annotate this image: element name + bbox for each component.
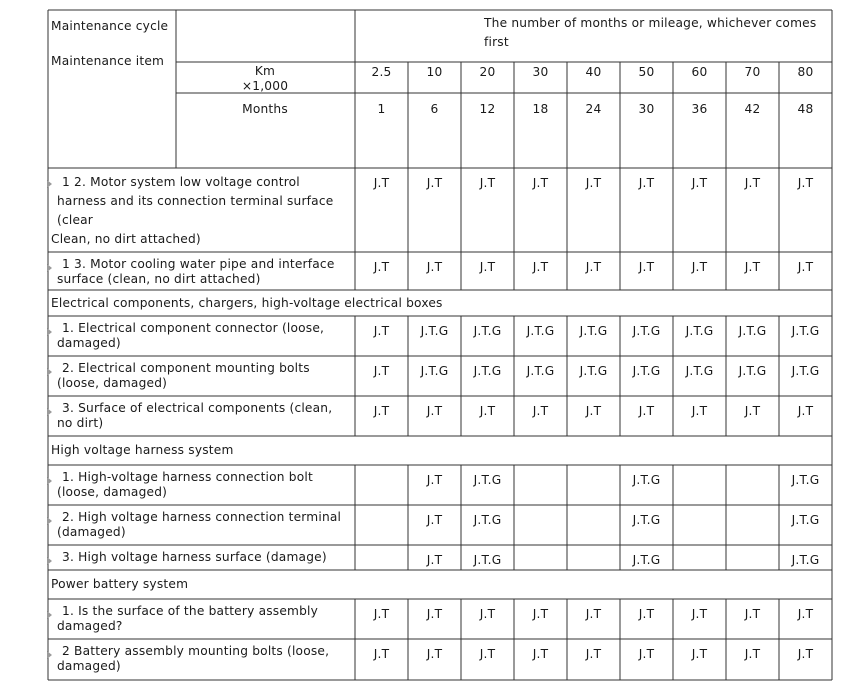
schedule-cell: J.T.G: [685, 364, 714, 378]
schedule-cell: J.T.G: [632, 364, 661, 378]
schedule-cell: J.T.G: [738, 324, 767, 338]
schedule-cell: J.T: [532, 404, 549, 418]
schedule-cell: J.T.G: [791, 473, 820, 487]
schedule-cell: J.T: [426, 473, 443, 487]
schedule-cell: J.T: [532, 647, 549, 661]
row-marker-icon: [47, 264, 52, 272]
schedule-cell: J.T: [744, 176, 761, 190]
item-label-line: (loose, damaged): [57, 376, 168, 390]
row-marker-icon: [47, 611, 52, 619]
km-label: [175, 64, 355, 94]
item-label-line: harness and its connection terminal surface: [57, 194, 334, 208]
km-value: 50: [638, 65, 655, 79]
row-marker-icon: [47, 477, 52, 485]
schedule-cell: J.T: [638, 607, 655, 621]
schedule-cell: J.T.G: [420, 324, 449, 338]
row-marker-icon: [47, 408, 52, 416]
schedule-cell: J.T.G: [685, 324, 714, 338]
schedule-cell: J.T: [797, 404, 814, 418]
item-label-line: damaged?: [57, 619, 123, 633]
schedule-cell: J.T: [426, 513, 443, 527]
schedule-cell: J.T.G: [526, 364, 555, 378]
item-label-line: (damaged): [57, 525, 126, 539]
section-header: Power battery system: [51, 577, 189, 591]
schedule-cell: J.T: [373, 607, 390, 621]
schedule-cell: J.T.G: [738, 364, 767, 378]
month-value: 36: [691, 102, 708, 116]
item-label-line: (clear: [57, 213, 94, 227]
item-label-line: surface (clean, no dirt attached): [57, 272, 261, 286]
schedule-cell: J.T: [691, 607, 708, 621]
schedule-cell: J.T: [797, 176, 814, 190]
month-value: 48: [797, 102, 814, 116]
schedule-cell: J.T: [479, 607, 496, 621]
months-or-mileage-header: The number of months or mileage, whichever comes first: [484, 16, 817, 49]
schedule-cell: J.T: [638, 176, 655, 190]
schedule-cell: J.T.G: [579, 324, 608, 338]
schedule-cell: J.T: [638, 260, 655, 274]
schedule-cell: J.T.G: [791, 513, 820, 527]
schedule-cell: J.T: [479, 404, 496, 418]
month-value: 1: [377, 102, 386, 116]
schedule-cell: J.T: [373, 176, 390, 190]
schedule-cell: J.T: [691, 647, 708, 661]
km-label-line1: Km: [254, 64, 276, 78]
row-marker-icon: [47, 180, 52, 188]
month-value: 6: [430, 102, 439, 116]
schedule-cell: J.T: [797, 647, 814, 661]
schedule-cell: J.T: [585, 647, 602, 661]
schedule-cell: J.T.G: [579, 364, 608, 378]
km-value: 10: [426, 65, 443, 79]
item-label-line: 3. High voltage harness surface (damage): [62, 550, 327, 564]
schedule-cell: J.T: [532, 176, 549, 190]
item-label-line: 2. High voltage harness connection terminal: [62, 510, 342, 524]
km-value: 60: [691, 65, 708, 79]
schedule-cell: J.T: [744, 607, 761, 621]
section-header: Electrical components, chargers, high-voltage electrical boxes: [51, 296, 443, 310]
schedule-cell: J.T: [585, 607, 602, 621]
months-label: Months: [242, 102, 288, 116]
item-label-line: (loose, damaged): [57, 485, 168, 499]
schedule-cell: J.T.G: [420, 364, 449, 378]
schedule-cell: J.T.G: [632, 473, 661, 487]
km-label-line2: ×1,000: [241, 79, 289, 93]
schedule-cell: J.T.G: [632, 513, 661, 527]
month-value: 12: [479, 102, 496, 116]
schedule-cell: J.T: [479, 260, 496, 274]
schedule-cell: J.T.G: [632, 553, 661, 567]
schedule-cell: J.T: [479, 176, 496, 190]
schedule-cell: J.T: [479, 647, 496, 661]
schedule-cell: J.T: [691, 260, 708, 274]
month-value: 30: [638, 102, 655, 116]
schedule-cell: J.T: [691, 404, 708, 418]
schedule-cell: J.T: [532, 260, 549, 274]
schedule-cell: J.T.G: [526, 324, 555, 338]
item-label-line: 3. Surface of electrical components (clean,: [62, 401, 333, 415]
schedule-cell: J.T.G: [791, 324, 820, 338]
item-label-line: Clean, no dirt attached): [51, 232, 201, 246]
schedule-cell: J.T.G: [473, 364, 502, 378]
maintenance-cycle-label: Maintenance cycle: [51, 19, 169, 33]
schedule-cell: J.T: [373, 324, 390, 338]
schedule-cell: J.T: [426, 176, 443, 190]
schedule-cell: J.T: [373, 364, 390, 378]
item-label-line: 1 2. Motor system low voltage control: [62, 175, 300, 189]
row-marker-icon: [47, 328, 52, 336]
maintenance-item-label: Maintenance item: [51, 54, 165, 68]
schedule-cell: J.T.G: [473, 324, 502, 338]
schedule-cell: J.T: [426, 607, 443, 621]
item-label-line: 2. Electrical component mounting bolts: [62, 361, 310, 375]
km-value: 20: [479, 65, 496, 79]
month-value: 24: [585, 102, 602, 116]
schedule-cell: J.T.G: [791, 553, 820, 567]
schedule-cell: J.T: [585, 176, 602, 190]
km-value: 2.5: [371, 65, 392, 79]
item-label-line: 1. High-voltage harness connection bolt: [62, 470, 313, 484]
schedule-cell: J.T: [585, 260, 602, 274]
row-marker-icon: [47, 517, 52, 525]
km-value: 80: [797, 65, 814, 79]
schedule-cell: J.T: [426, 647, 443, 661]
item-label-line: 1. Is the surface of the battery assembly: [62, 604, 319, 618]
row-marker-icon: [47, 368, 52, 376]
schedule-cell: J.T: [638, 404, 655, 418]
row-marker-icon: [47, 651, 52, 659]
schedule-cell: J.T.G: [632, 324, 661, 338]
item-label-line: damaged): [57, 336, 121, 350]
section-header: High voltage harness system: [51, 443, 234, 457]
schedule-cell: J.T: [797, 607, 814, 621]
schedule-cell: J.T: [744, 260, 761, 274]
item-label-line: 2 Battery assembly mounting bolts (loose,: [62, 644, 330, 658]
month-value: 18: [532, 102, 549, 116]
item-label-line: damaged): [57, 659, 121, 673]
schedule-cell: J.T: [426, 553, 443, 567]
schedule-cell: J.T: [426, 404, 443, 418]
schedule-cell: J.T: [744, 404, 761, 418]
schedule-cell: J.T: [797, 260, 814, 274]
schedule-cell: J.T: [373, 647, 390, 661]
schedule-cell: J.T: [373, 260, 390, 274]
schedule-cell: J.T: [426, 260, 443, 274]
item-label-line: 1 3. Motor cooling water pipe and interface: [62, 257, 335, 271]
km-value: 70: [744, 65, 761, 79]
km-value: 30: [532, 65, 549, 79]
item-label-line: no dirt): [57, 416, 104, 430]
schedule-cell: J.T: [638, 647, 655, 661]
schedule-cell: J.T.G: [473, 513, 502, 527]
schedule-cell: J.T.G: [791, 364, 820, 378]
schedule-cell: J.T: [373, 404, 390, 418]
item-label-line: 1. Electrical component connector (loose,: [62, 321, 325, 335]
schedule-cell: J.T.G: [473, 553, 502, 567]
schedule-cell: J.T: [691, 176, 708, 190]
row-marker-icon: [47, 557, 52, 565]
km-value: 40: [585, 65, 602, 79]
schedule-cell: J.T.G: [473, 473, 502, 487]
schedule-cell: J.T: [532, 607, 549, 621]
month-value: 42: [744, 102, 761, 116]
schedule-cell: J.T: [744, 647, 761, 661]
schedule-cell: J.T: [585, 404, 602, 418]
